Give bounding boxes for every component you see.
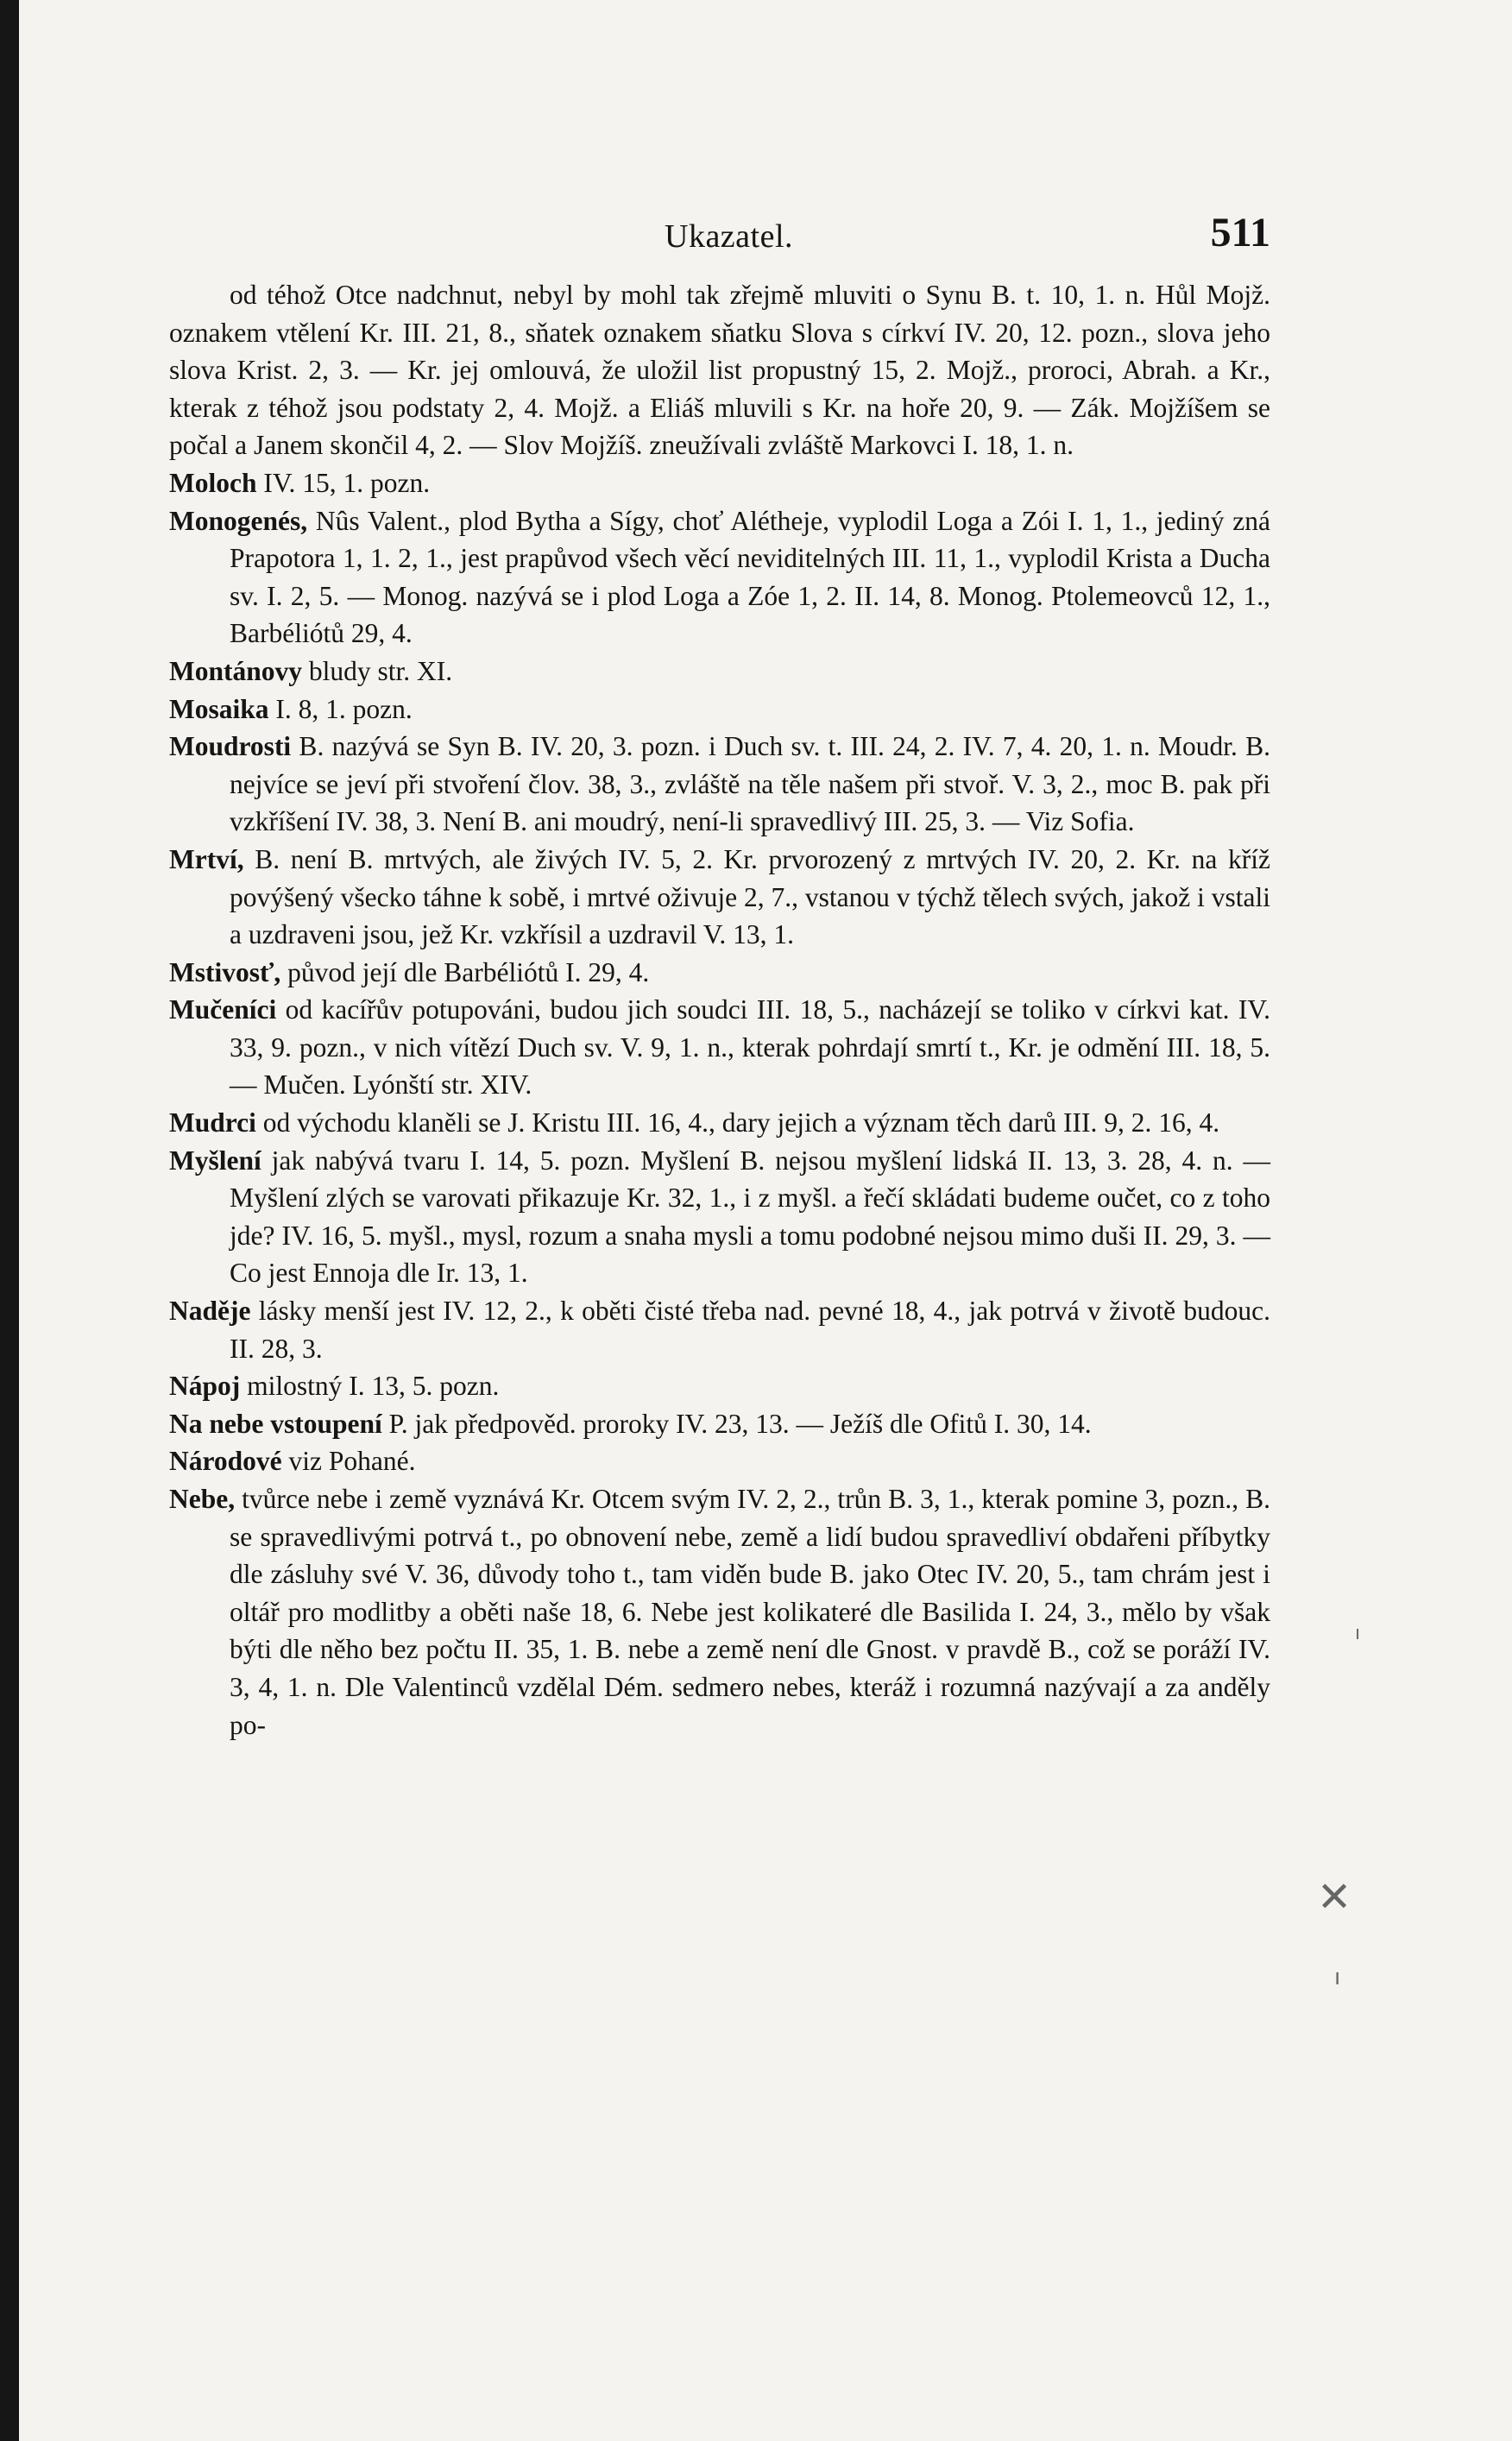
continued-entry: od téhož Otce nadchnut, nebyl by mohl tak zřejmě mluviti o Synu B. t. 10, 1. n. Hůl Mojž. oznakem vtělení Kr. III. 21, 8., sňatek oznakem sňatku Slova s církví IV. 20, 12. pozn., slova jeho slova Krist. 2, 3. — Kr. jej omlouvá, že uložil list propustný 15, 2. Mojž., proroci, Abrah. a Kr., kterak z téhož jsou podstaty 2, 4. Mojž. a Eliáš mluvili s Kr. na hoře 20, 9. — Zák. Mojžíšem se počal a Janem skončil 4, 2. — Slov Mojžíš. zneužívali zvláště Markovci I. 18, 1. n. [169,280,1270,461]
page-header [169,205,1270,266]
entry-text: B. nazývá se Syn B. IV. 20, 3. pozn. i Duch sv. t. III. 24, 2. IV. 7, 4. 20, 1. n. Moudr. B. nejvíce se jeví při stvoření člov. 38, 3., zvláště na těle našem při stvoř. V. 3, 2., moc B. pak při vzkříšení IV. 38, 3. Není B. ani moudrý, není-li spravedlivý III. 25, 3. — Viz Sofia. [230,731,1270,837]
index-entry [169,1104,1270,1142]
index-entry [169,502,1270,653]
entry-term: Mučeníci [169,994,277,1025]
running-head: Ukazatel. [665,218,794,255]
index-entry [169,1292,1270,1367]
index-entry [169,841,1270,954]
index-entry [169,653,1270,691]
index-entry [169,691,1270,729]
entry-text: lásky menší jest IV. 12, 2., k oběti čisté třeba nad. pevné 18, 4., jak potrvá v životě budouc. II. 28, 3. [230,1296,1270,1364]
entry-term: Moudrosti [169,731,292,762]
index-entry [169,1480,1270,1744]
entry-text: P. jak předpověd. proroky IV. 23, 13. — Ježíš dle Ofitů I. 30, 14. [381,1408,1092,1439]
entry-term: Na nebe vstoupení [169,1408,382,1439]
entry-term: Mosaika [169,693,269,724]
index-entry [169,991,1270,1104]
page-number: 511 [1210,210,1270,255]
index-text [169,276,1270,1744]
margin-tick: ı [1355,1623,1361,1644]
margin-tick: ı [1334,1965,1341,1990]
margin-cross-mark: ✕ [1317,1873,1352,1921]
entry-text: IV. 15, 1. pozn. [256,467,431,498]
entry-text: Nûs Valent., plod Bytha a Sígy, choť Alétheje, vyplodil Loga a Zói I. 1, 1., jediný zná Prapotora 1, 1. 2, 1., jest prapůvod všech věcí neviditelných III. 11, 1., vyplodil Krista a Ducha sv. I. 2, 5. — Monog. nazývá se i plod Loga a Zóe 1, 2. II. 14, 8. Monog. Ptolemeovců 12, 1., Barbéliótů 29, 4. [230,505,1270,649]
index-entry [169,728,1270,841]
index-entry [169,1367,1270,1405]
entry-term: Mrtví, [169,843,244,874]
entry-text: původ její dle Barbéliótů I. 29, 4. [280,956,650,987]
entry-term: Montánovy [169,655,303,686]
index-entry [169,954,1270,992]
entry-term: Nápoj [169,1371,241,1402]
index-entry [169,1405,1270,1443]
index-entry [169,464,1270,502]
entry-term: Národové [169,1446,282,1477]
entry-term: Naděje [169,1296,251,1327]
index-entry [169,1442,1270,1480]
entry-text: jak nabývá tvaru I. 14, 5. pozn. Myšlení B. nejsou myšlení lidská II. 13, 3. 28, 4. n. — Myšlení zlých se varovati přikazuje Kr. 32, 1., i z myšl. a řečí skládati budeme oučet, co z toho jde? IV. 16, 5. myšl., mysl, rozum a snaha mysli a tomu podobné nejsou mimo duši II. 29, 3. — Co jest Ennoja dle Ir. 13, 1. [230,1145,1270,1289]
index-entry [169,1142,1270,1292]
entry-term: Nebe, [169,1484,236,1514]
entry-text: tvůrce nebe i země vyznává Kr. Otcem svým IV. 2, 2., trůn B. 3, 1., kterak pomine 3, pozn., B. se spravedlivými potrvá t., po obnovení nebe, země a lidí budou spravedliví obdařeni příbytky dle zásluhy své V. 36, důvody toho t., tam viděn bude B. jako Otec IV. 20, 5., tam chrám jest i oltář pro modlitby a oběti naše 18, 6. Nebe jest kolikateré dle Basilida I. 24, 3., mělo by však býti dle něho bez počtu II. 35, 1. B. nebe a země není dle Gnost. v pravdě B., což se poráží IV. 3, 4, 1. n. Dle Valentinců vzdělal Dém. sedmero nebes, kteráž i rozumná nazývají a za anděly po- [230,1484,1270,1740]
entry-term: Moloch [169,467,257,498]
entry-term: Mudrci [169,1107,256,1139]
entry-text: I. 8, 1. pozn. [268,693,413,724]
entry-text: bludy str. XI. [302,655,453,686]
entry-text: od kacířův potupováni, budou jich soudci III. 18, 5., nacházejí se toliko v církvi kat. IV. 33, 9. pozn., v nich vítězí Duch sv. V. 9, 1. n., kterak pohrdají smrtí t., Kr. je odmění III. 18, 5. — Mučen. Lyónští str. XIV. [230,994,1270,1101]
entry-text: viz Pohané. [281,1446,416,1477]
entry-term: Monogenés, [169,505,308,536]
entry-term: Myšlení [169,1145,261,1176]
entry-text: od východu klaněli se J. Kristu III. 16, 4., dary jejich a význam těch darů III. 9, 2. 16, 4. [255,1107,1220,1139]
entry-text: milostný I. 13, 5. pozn. [240,1371,500,1402]
entry-term: Mstivosť, [169,956,281,987]
scan-binding-edge [0,0,19,2441]
entry-text: B. není B. mrtvých, ale živých IV. 5, 2. Kr. prvorozený z mrtvých IV. 20, 2. Kr. na kříž povýšený všecko táhne k sobě, i mrtvé oživuje 2, 7., vstanou v týchž tělech svých, jakož i vstali a uzdraveni jsou, jež Kr. vzkřísil a uzdravil V. 13, 1. [230,843,1270,950]
